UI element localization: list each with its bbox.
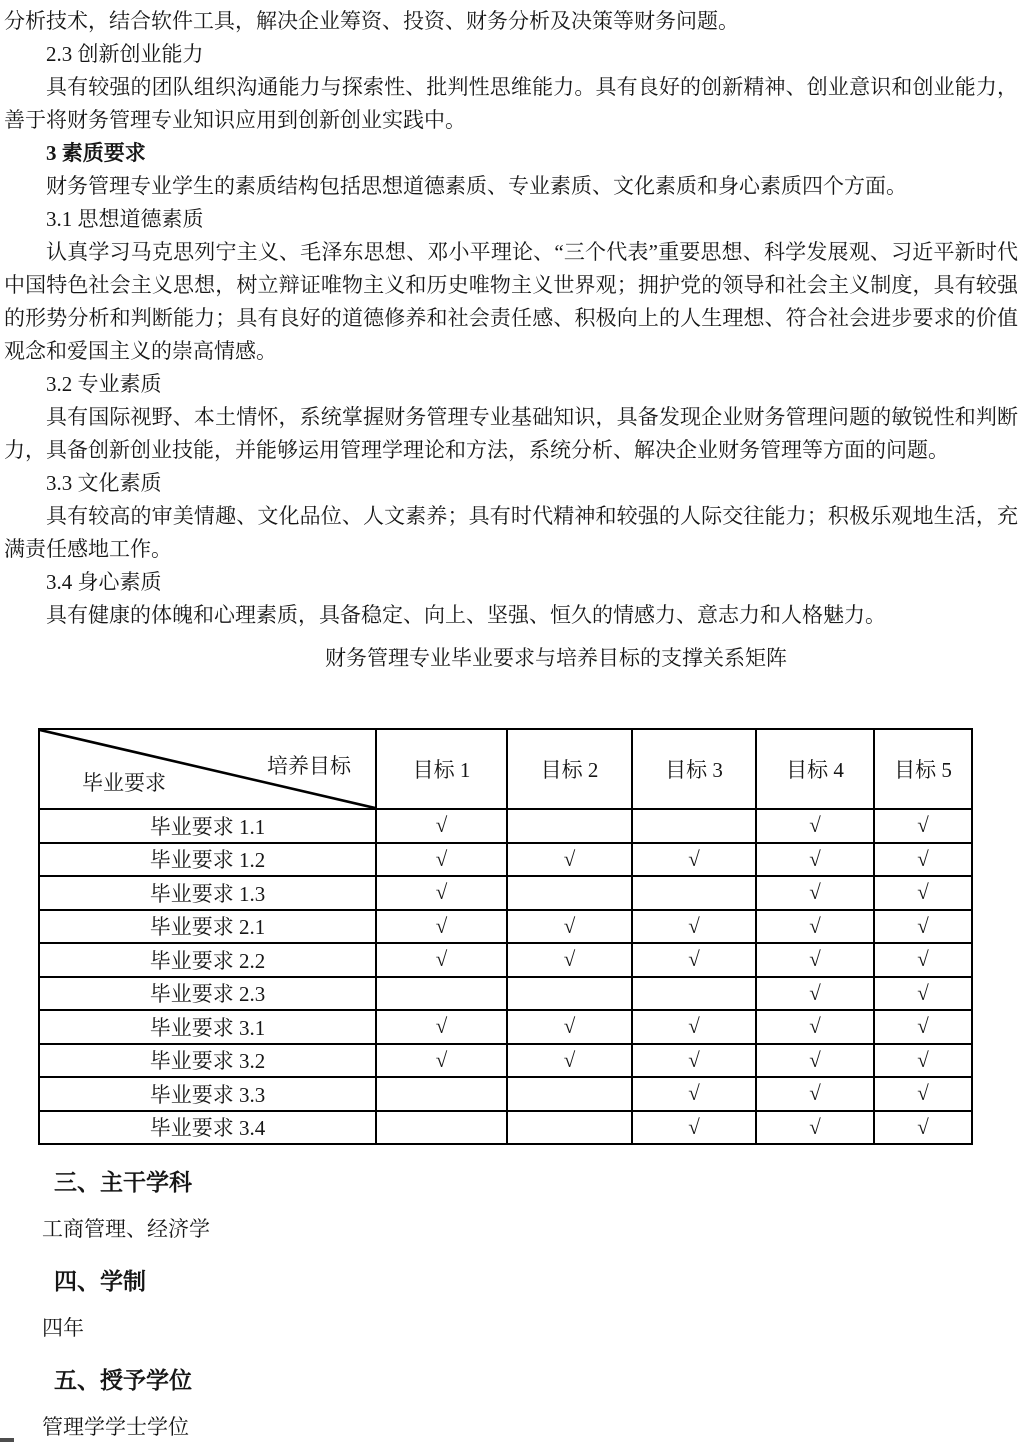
check-mark-cell: √: [376, 1010, 507, 1044]
check-mark-cell: √: [632, 1010, 756, 1044]
check-mark-cell: √: [874, 1111, 972, 1145]
paragraph-quality-overview: 财务管理专业学生的素质结构包括思想道德素质、专业素质、文化素质和身心素质四个方面。: [46, 174, 907, 198]
heading-3-quality: 3 素质要求: [46, 141, 146, 165]
check-mark-cell: √: [632, 1044, 756, 1078]
check-mark-cell: √: [632, 943, 756, 977]
check-mark-cell: √: [632, 1111, 756, 1145]
check-mark-cell: √: [507, 1044, 632, 1078]
paragraph-continuation: 分析技术，结合软件工具，解决企业筹资、投资、财务分析及决策等财务问题。: [4, 9, 739, 33]
matrix-row: [39, 843, 972, 877]
check-mark-cell: √: [756, 1044, 874, 1078]
check-mark-cell: √: [756, 943, 874, 977]
check-mark-cell: √: [507, 943, 632, 977]
empty-cell: [507, 1111, 632, 1145]
empty-cell: [632, 809, 756, 843]
check-mark-cell: √: [756, 843, 874, 877]
check-mark-cell: √: [376, 910, 507, 944]
requirement-label: 毕业要求 1.1: [39, 809, 376, 843]
check-mark-cell: √: [507, 843, 632, 877]
empty-cell: [376, 977, 507, 1011]
check-mark-cell: √: [756, 977, 874, 1011]
empty-cell: [632, 876, 756, 910]
goal-column-header: 目标 2: [507, 729, 632, 809]
matrix-row: [39, 1111, 972, 1145]
section-heading-degree-awarded: 五、授予学位: [54, 1367, 192, 1393]
goal-column-header: 目标 1: [376, 729, 507, 809]
check-mark-cell: √: [507, 1010, 632, 1044]
empty-cell: [507, 977, 632, 1011]
matrix-row: [39, 809, 972, 843]
check-mark-cell: √: [632, 1077, 756, 1111]
check-mark-cell: √: [507, 910, 632, 944]
requirement-label: 毕业要求 1.3: [39, 876, 376, 910]
check-mark-cell: √: [874, 1077, 972, 1111]
check-mark-cell: √: [874, 910, 972, 944]
matrix-row: [39, 977, 972, 1011]
check-mark-cell: √: [376, 1044, 507, 1078]
matrix-row: [39, 1044, 972, 1078]
section-body-main-disciplines: 工商管理、经济学: [42, 1217, 210, 1241]
check-mark-cell: √: [376, 876, 507, 910]
matrix-row: [39, 1077, 972, 1111]
check-mark-cell: √: [874, 1044, 972, 1078]
paragraph-physical-mental: 具有健康的体魄和心理素质，具备稳定、向上、坚强、恒久的情感力、意志力和人格魅力。: [46, 603, 886, 627]
paragraph-ideological: 认真学习马克思列宁主义、毛泽东思想、邓小平理论、“三个代表”重要思想、科学发展观、习近平新时代中国特色社会主义思想，树立辩证唯物主义和历史唯物主义世界观；拥护党的领导和社会主义制度，具有较强的形势分析和判断能力；具有良好的道德修养和社会责任感、积极向上的人生理想、符合社会进步要求的价值观念和爱国主义的崇高情感。: [4, 240, 1018, 363]
matrix-row: [39, 943, 972, 977]
empty-cell: [376, 1111, 507, 1145]
check-mark-cell: √: [874, 876, 972, 910]
goal-column-header: 目标 5: [874, 729, 972, 809]
heading-3-3: 3.3 文化素质: [46, 471, 162, 495]
check-mark-cell: √: [756, 1077, 874, 1111]
scan-artifact: [0, 1438, 14, 1442]
table-header-row: [39, 729, 972, 809]
diagonal-header-cell: [39, 729, 376, 809]
check-mark-cell: √: [874, 977, 972, 1011]
check-mark-cell: √: [632, 910, 756, 944]
empty-cell: [507, 809, 632, 843]
check-mark-cell: √: [376, 809, 507, 843]
table-title: 财务管理专业毕业要求与培养目标的支撑关系矩阵: [325, 646, 787, 670]
section-body-study-duration: 四年: [42, 1316, 84, 1340]
section-heading-study-duration: 四、学制: [54, 1268, 146, 1294]
check-mark-cell: √: [756, 1111, 874, 1145]
check-mark-cell: √: [376, 943, 507, 977]
matrix-row: [39, 876, 972, 910]
empty-cell: [632, 977, 756, 1011]
empty-cell: [376, 1077, 507, 1111]
requirement-label: 毕业要求 2.2: [39, 943, 376, 977]
check-mark-cell: √: [756, 1010, 874, 1044]
corner-label-goals: 培养目标: [267, 754, 351, 778]
check-mark-cell: √: [874, 943, 972, 977]
goal-column-header: 目标 3: [632, 729, 756, 809]
section-heading-main-disciplines: 三、主干学科: [54, 1169, 192, 1195]
corner-label-requirements: 毕业要求: [82, 771, 166, 795]
section-main-disciplines: [4, 1167, 1018, 1244]
section-degree-awarded: [4, 1365, 1018, 1442]
requirement-label: 毕业要求 1.2: [39, 843, 376, 877]
paragraph-cultural: 具有较高的审美情趣、文化品位、人文素养；具有时代精神和较强的人际交往能力；积极乐观地生活，充满责任感地工作。: [4, 504, 1018, 561]
matrix-row: [39, 910, 972, 944]
requirement-label: 毕业要求 2.1: [39, 910, 376, 944]
check-mark-cell: √: [874, 1010, 972, 1044]
check-mark-cell: √: [756, 876, 874, 910]
section-body-degree-awarded: 管理学学士学位: [42, 1415, 189, 1439]
goal-column-header: 目标 4: [756, 729, 874, 809]
support-matrix-table: [38, 728, 973, 1145]
heading-3-4: 3.4 身心素质: [46, 570, 162, 594]
requirement-label: 毕业要求 2.3: [39, 977, 376, 1011]
empty-cell: [507, 1077, 632, 1111]
check-mark-cell: √: [874, 843, 972, 877]
section-study-duration: [4, 1266, 1018, 1343]
heading-3-2: 3.2 专业素质: [46, 372, 162, 396]
check-mark-cell: √: [632, 843, 756, 877]
empty-cell: [507, 876, 632, 910]
check-mark-cell: √: [376, 843, 507, 877]
matrix-row: [39, 1010, 972, 1044]
heading-2-3: 2.3 创新创业能力: [46, 42, 204, 66]
paragraph-innovation: 具有较强的团队组织沟通能力与探索性、批判性思维能力。具有良好的创新精神、创业意识和创业能力，善于将财务管理专业知识应用到创新创业实践中。: [4, 75, 1018, 132]
check-mark-cell: √: [756, 910, 874, 944]
requirement-label: 毕业要求 3.2: [39, 1044, 376, 1078]
check-mark-cell: √: [874, 809, 972, 843]
check-mark-cell: √: [756, 809, 874, 843]
requirement-label: 毕业要求 3.4: [39, 1111, 376, 1145]
paragraph-professional: 具有国际视野、本土情怀，系统掌握财务管理专业基础知识，具备发现企业财务管理问题的敏锐性和判断力，具备创新创业技能，并能够运用管理学理论和方法，系统分析、解决企业财务管理等方面的问题。: [4, 405, 1018, 462]
requirement-label: 毕业要求 3.3: [39, 1077, 376, 1111]
requirement-label: 毕业要求 3.1: [39, 1010, 376, 1044]
heading-3-1: 3.1 思想道德素质: [46, 207, 204, 231]
